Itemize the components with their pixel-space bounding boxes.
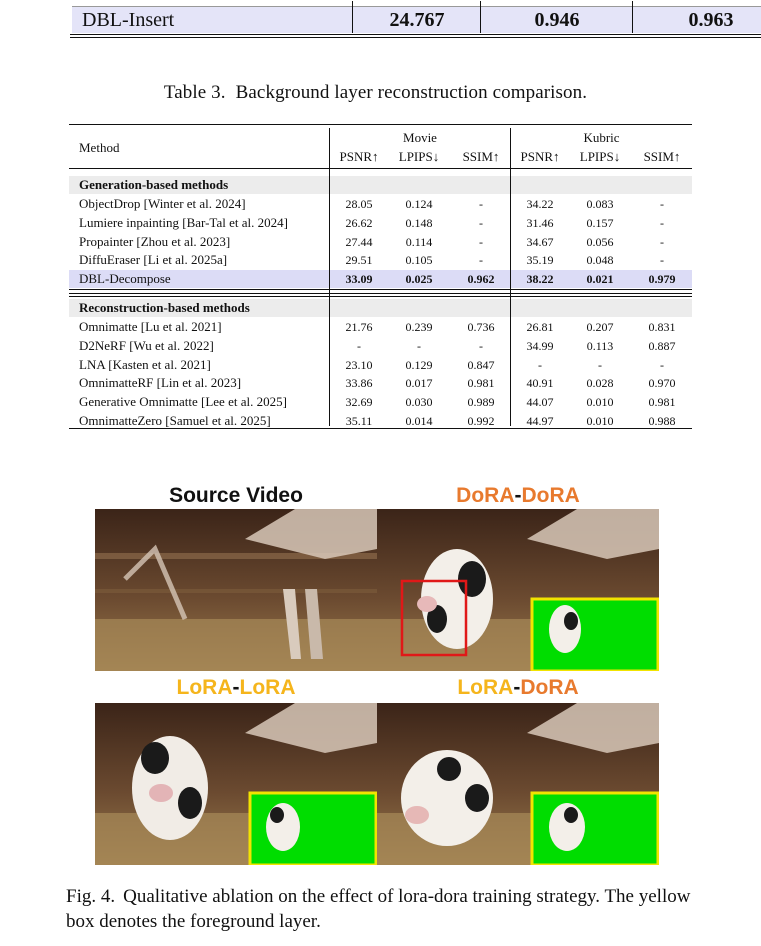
panel-title-lora-dora xyxy=(377,676,659,700)
row-value: - xyxy=(538,357,542,372)
table-caption xyxy=(0,82,761,104)
row-value: 26.81 xyxy=(526,320,554,334)
title-part-lora: LoRA xyxy=(176,676,233,699)
row-value: - xyxy=(479,338,483,353)
panel-title-source: Source Video xyxy=(169,484,303,507)
row-value: 0.014 xyxy=(405,414,433,428)
row-value: 0.028 xyxy=(586,376,614,391)
table-row xyxy=(69,214,692,232)
table-row-highlighted xyxy=(69,270,692,288)
table-row xyxy=(69,393,692,411)
title-part-lora: LoRA xyxy=(457,676,514,699)
panel-lora-lora xyxy=(95,703,377,865)
row-value: 0.989 xyxy=(467,395,495,410)
header-group-kubric: Kubric xyxy=(583,130,620,145)
row-value: 0.847 xyxy=(467,357,495,372)
row-value: 0.129 xyxy=(405,357,433,372)
row-value: 27.44 xyxy=(345,234,373,249)
section-rule xyxy=(69,296,692,297)
row-value: 0.970 xyxy=(648,376,676,391)
row-value: 0.048 xyxy=(586,253,614,268)
header-bottom-rule xyxy=(69,168,692,169)
row-value: 38.22 xyxy=(526,272,554,287)
table-row xyxy=(69,318,692,336)
row-method: OmnimatteRF [Lin et al. 2023] xyxy=(79,375,242,391)
row-value: 44.07 xyxy=(526,395,554,410)
row-method: ObjectDrop [Winter et al. 2024] xyxy=(79,196,246,211)
section-header xyxy=(69,176,692,194)
row-value: 35.19 xyxy=(526,253,554,268)
figure-caption-text: Qualitative ablation on the effect of lora-dora training strategy. The yellow box denotes the foreground layer. xyxy=(66,886,691,932)
row-value: - xyxy=(479,253,483,268)
table-row xyxy=(69,374,692,392)
row-method: Lumiere inpainting [Bar-Tal et al. 2024] xyxy=(79,214,288,230)
table-label: Table 3. xyxy=(163,82,226,103)
prev-row-divider xyxy=(352,1,353,33)
row-value: 40.91 xyxy=(526,376,554,391)
row-value: 33.09 xyxy=(345,272,373,287)
title-part-dash: - xyxy=(513,676,521,699)
column-divider xyxy=(510,128,511,426)
row-value: - xyxy=(660,234,664,249)
row-value: 0.113 xyxy=(586,338,614,353)
row-value: - xyxy=(660,197,664,211)
row-method: DiffuEraser [Li et al. 2025a] xyxy=(79,252,228,268)
header-metric: LPIPS↓ xyxy=(579,149,621,164)
prev-table-row xyxy=(72,6,761,33)
row-value: 0.979 xyxy=(648,272,676,287)
row-value: - xyxy=(479,234,483,249)
section-title: Generation-based methods xyxy=(79,177,229,192)
section-title: Reconstruction-based methods xyxy=(79,300,250,315)
row-value: 33.86 xyxy=(345,376,373,391)
row-value: 34.67 xyxy=(526,234,554,249)
prev-table-bottom-rule xyxy=(70,34,761,35)
row-value: 26.62 xyxy=(345,215,373,230)
section-header xyxy=(69,299,692,317)
row-value: 0.010 xyxy=(586,395,614,410)
row-value: 34.99 xyxy=(526,338,554,353)
panel-title-lora-lora xyxy=(95,676,377,700)
lora-lora-image xyxy=(95,703,377,865)
row-value: 0.239 xyxy=(405,320,433,334)
table-top-rule xyxy=(69,124,692,125)
row-value: 23.10 xyxy=(345,357,373,372)
prev-row-divider xyxy=(632,1,633,33)
row-method: Generative Omnimatte [Lee et al. 2025] xyxy=(79,394,287,410)
row-method: Omnimatte [Lu et al. 2021] xyxy=(79,319,222,334)
row-value: 0.962 xyxy=(467,272,495,287)
table-row xyxy=(69,195,692,213)
section-rule xyxy=(69,293,692,294)
header-group-movie: Movie xyxy=(403,130,437,145)
row-value: 29.51 xyxy=(345,253,373,268)
header-metric: SSIM↑ xyxy=(462,149,500,164)
row-value: 0.992 xyxy=(467,414,495,428)
row-value: 0.148 xyxy=(405,215,433,230)
prev-row-method: DBL-Insert xyxy=(82,9,175,31)
title-part-dora: DoRA xyxy=(456,484,515,507)
header-metric: LPIPS↓ xyxy=(398,149,440,164)
prev-table-bottom-rule xyxy=(70,37,761,38)
lora-dora-image xyxy=(377,703,659,865)
title-part-dash: - xyxy=(232,676,240,699)
row-value: 0.736 xyxy=(467,320,495,334)
header-method: Method xyxy=(79,140,120,155)
row-value: 0.010 xyxy=(586,414,614,428)
title-part-dora: DoRA xyxy=(521,484,580,507)
row-value: 0.887 xyxy=(648,338,676,353)
panel-source-video xyxy=(95,509,377,671)
table-row xyxy=(69,356,692,374)
row-value: 0.207 xyxy=(586,320,614,334)
row-value: 28.05 xyxy=(345,197,373,211)
row-value: 0.124 xyxy=(405,197,433,211)
row-value: - xyxy=(357,338,361,353)
row-value: - xyxy=(660,357,664,372)
row-value: 0.988 xyxy=(648,414,676,428)
header-metric: PSNR↑ xyxy=(339,149,379,164)
row-value: - xyxy=(660,215,664,230)
figure-caption xyxy=(66,884,706,934)
row-value: 0.021 xyxy=(586,272,614,287)
panel-lora-dora xyxy=(377,703,659,865)
row-value: - xyxy=(598,357,602,372)
row-value: - xyxy=(479,197,483,211)
title-part-dora: DoRA xyxy=(520,676,579,699)
header-metric: PSNR↑ xyxy=(520,149,560,164)
row-value: 0.981 xyxy=(648,395,676,410)
row-value: 0.025 xyxy=(405,272,433,287)
row-value: 0.030 xyxy=(405,395,433,410)
dora-dora-image xyxy=(377,509,659,671)
prev-row-value: 24.767 xyxy=(389,9,445,31)
row-method: D2NeRF [Wu et al. 2022] xyxy=(79,337,214,353)
row-value: 0.083 xyxy=(586,197,614,211)
row-value: 0.056 xyxy=(586,234,614,249)
prev-row-value: 0.963 xyxy=(688,9,734,31)
row-method: Propainter [Zhou et al. 2023] xyxy=(79,233,231,249)
row-value: 0.157 xyxy=(586,215,614,230)
title-part-dash: - xyxy=(514,484,522,507)
figure-label: Fig. 4. xyxy=(66,886,116,907)
row-value: 0.105 xyxy=(405,253,433,268)
panel-title-dora-dora xyxy=(377,484,659,508)
panel-dora-dora xyxy=(377,509,659,671)
table-row xyxy=(69,337,692,355)
row-method: LNA [Kasten et al. 2021] xyxy=(79,356,211,372)
table-row xyxy=(69,233,692,251)
source-video-image xyxy=(95,509,377,671)
row-value: - xyxy=(479,215,483,230)
column-divider xyxy=(329,128,330,426)
row-value: 0.831 xyxy=(648,320,676,334)
highlight-border xyxy=(69,289,692,290)
row-value: 32.69 xyxy=(345,395,373,410)
row-value: 44.97 xyxy=(526,414,554,428)
prev-row-value: 0.946 xyxy=(534,9,580,31)
row-value: 21.76 xyxy=(345,320,373,334)
row-value: 0.981 xyxy=(467,376,495,391)
table-row xyxy=(69,251,692,269)
row-method: OmnimatteZero [Samuel et al. 2025] xyxy=(79,413,271,428)
row-value: - xyxy=(417,338,421,353)
table-caption-text: Background layer reconstruction comparison. xyxy=(235,82,588,103)
row-value: 34.22 xyxy=(526,197,554,211)
row-value: - xyxy=(660,253,664,268)
row-method: DBL-Decompose xyxy=(79,271,171,287)
row-value: 35.11 xyxy=(345,414,373,428)
row-value: 0.017 xyxy=(405,376,433,391)
row-value: 31.46 xyxy=(526,215,554,230)
title-part-lora: LoRA xyxy=(239,676,296,699)
header-metric: SSIM↑ xyxy=(643,149,681,164)
row-value: 0.114 xyxy=(405,234,433,249)
table-bottom-rule xyxy=(69,428,692,429)
